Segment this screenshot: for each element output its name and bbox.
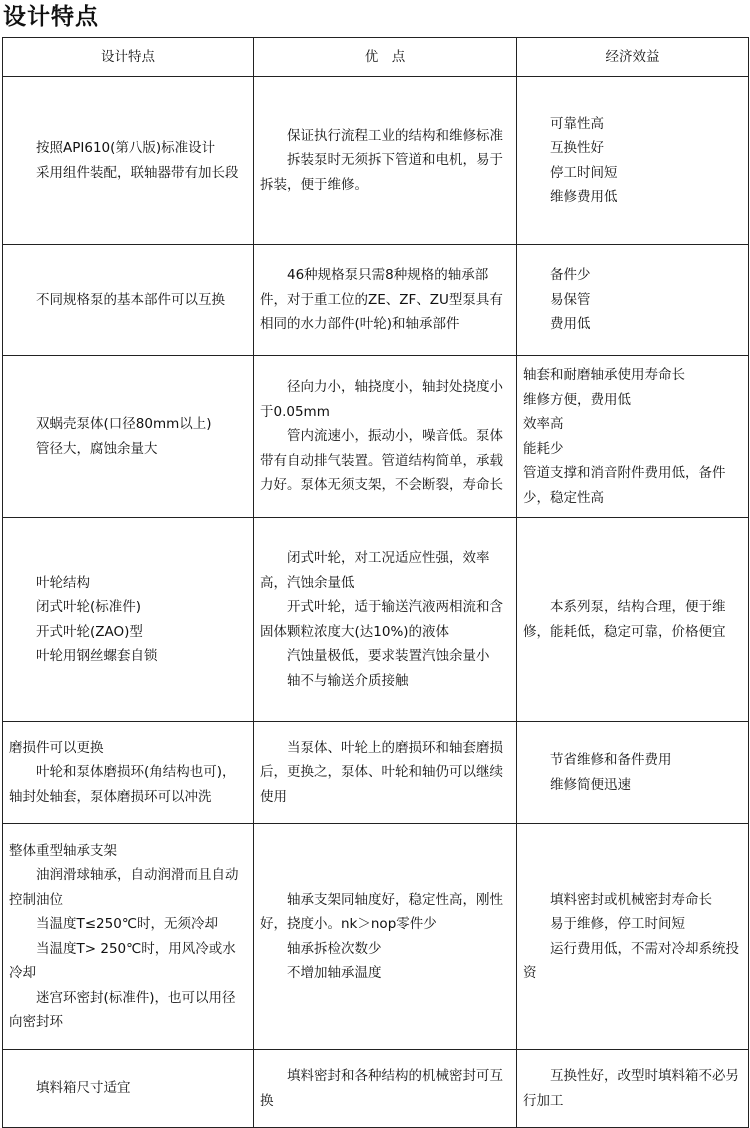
table-row <box>3 245 749 356</box>
feature-cell: 填料箱尺寸适宜 <box>3 1050 254 1128</box>
benefit-cell: 节省维修和备件费用 维修简便迅速 <box>517 722 749 824</box>
design-features-table <box>2 37 749 1128</box>
advantage-cell: 46种规格泵只需8种规格的轴承部件，对于重工位的ZE、ZF、ZU型泵具有相同的水力部件(叶轮)和轴承部件 <box>254 245 517 356</box>
advantage-cell: 填料密封和各种结构的机械密封可互换 <box>254 1050 517 1128</box>
feature-cell: 双蜗壳泵体(口径80mm以上) 管径大，腐蚀余量大 <box>3 356 254 518</box>
benefit-cell: 互换性好，改型时填料箱不必另行加工 <box>517 1050 749 1128</box>
advantage-cell: 闭式叶轮，对工况适应性强，效率高，汽蚀余量低 开式叶轮，适于输送汽液两相流和含固体颗粒浓度大(达10%)的液体 汽蚀量极低，要求装置汽蚀余量小 轴不与输送介质接触 <box>254 518 517 722</box>
table-header-row <box>3 38 749 77</box>
page-title: 设计特点 <box>3 4 99 30</box>
table-row <box>3 1050 749 1128</box>
benefit-cell: 轴套和耐磨轴承使用寿命长 维修方便，费用低 效率高 能耗少 管道支撑和消音附件费用低，备件少，稳定性高 <box>517 356 749 518</box>
feature-cell: 磨损件可以更换 叶轮和泵体磨损环(角结构也可)，轴封处轴套，泵体磨损环可以冲洗 <box>3 722 254 824</box>
advantage-cell: 当泵体、叶轮上的磨损环和轴套磨损后，更换之，泵体、叶轮和轴仍可以继续使用 <box>254 722 517 824</box>
table-row <box>3 518 749 722</box>
feature-cell: 不同规格泵的基本部件可以互换 <box>3 245 254 356</box>
header-advantage: 优 点 <box>254 38 517 77</box>
table-row <box>3 77 749 245</box>
benefit-cell: 本系列泵，结构合理，便于维修，能耗低，稳定可靠，价格便宜 <box>517 518 749 722</box>
benefit-cell: 填料密封或机械密封寿命长 易于维修，停工时间短 运行费用低，不需对冷却系统投资 <box>517 824 749 1050</box>
table-row <box>3 824 749 1050</box>
header-feature: 设计特点 <box>3 38 254 77</box>
feature-cell: 叶轮结构 闭式叶轮(标准件) 开式叶轮(ZAO)型 叶轮用钢丝螺套自锁 <box>3 518 254 722</box>
header-benefit: 经济效益 <box>517 38 749 77</box>
feature-cell: 整体重型轴承支架 油润滑球轴承，自动润滑而且自动控制油位 当温度T≤250℃时，无须冷却 当温度T> 250℃时，用风冷或水冷却 迷宫环密封(标准件)，也可以用径向密封环 <box>3 824 254 1050</box>
benefit-cell: 备件少 易保管 费用低 <box>517 245 749 356</box>
advantage-cell: 径向力小，轴挠度小，轴封处挠度小于0.05mm 管内流速小，振动小，噪音低。泵体带有自动排气装置。管道结构简单，承载力好。泵体无须支架，不会断裂，寿命长 <box>254 356 517 518</box>
advantage-cell: 轴承支架同轴度好，稳定性高，刚性好，挠度小。nk＞nop零件少 轴承拆检次数少 不增加轴承温度 <box>254 824 517 1050</box>
table-row <box>3 722 749 824</box>
benefit-cell: 可靠性高 互换性好 停工时间短 维修费用低 <box>517 77 749 245</box>
table-row <box>3 356 749 518</box>
feature-cell: 按照API610(第八版)标准设计 采用组件装配，联轴器带有加长段 <box>3 77 254 245</box>
advantage-cell: 保证执行流程工业的结构和维修标准 拆装泵时无须拆下管道和电机，易于拆装，便于维修。 <box>254 77 517 245</box>
